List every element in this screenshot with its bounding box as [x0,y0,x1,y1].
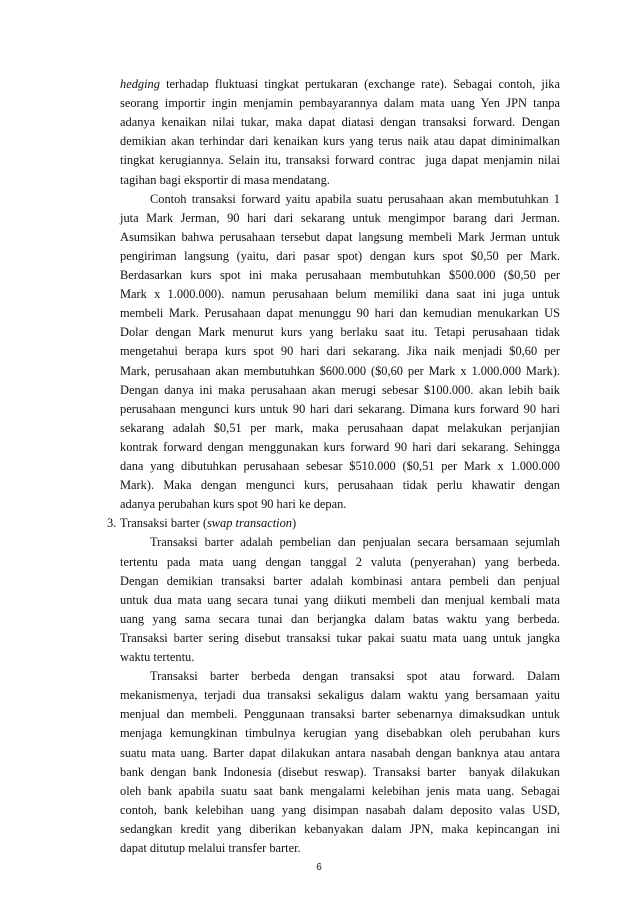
text-line [120,457,560,476]
text-segment: juta Mark Jerman, 90 hari dari sekarang untuk mengimpor barang dari Jerman. [120,210,560,225]
text-segment: Transaksi barter sering disebut transaksi tukar pakai suatu mata uang untuk jangka [120,630,560,645]
text-line [120,419,560,438]
text-line [120,533,560,552]
text-segment: sedangkan kredit yang diberikan kebanyakan dalam JPN, maka kepincangan ini [120,821,560,836]
text-segment: dapat ditutup melalui transfer barter. [120,841,301,855]
text-segment: adanya kenaikan nilai tukar, maka dapat diatasi dengan transaksi forward. Dengan [120,115,560,130]
text-segment: mekanismenya, terjadi dua transaksi sekaligus dalam waktu yang bersamaan yaitu [120,688,560,703]
text-segment: waktu tertentu. [120,650,195,664]
text-line [120,801,560,820]
text-line [120,75,560,94]
text-segment: membeli Mark. Perusahaan dapat menunggu 90 hari dan kemudian menukarkan US [120,306,560,321]
text-line [120,705,560,724]
italic-term: hedging [120,77,160,91]
text-segment: untuk dua mata uang secara tunai yang diikuti membeli dan menjual kembali mata [120,592,560,607]
text-line [120,438,560,457]
text-segment: perusahaan mengunci kurs untuk 90 hari dari sekarang. Dimana kurs forward 90 hari [120,401,560,416]
text-segment: sekarang adalah $0,51 per mark, maka perusahaan dapat melakukan perjanjian [120,420,560,435]
text-segment: Dengan demikian transaksi barter adalah kombinasi antara pembeli dan penjual [120,573,560,588]
list-number: 3. [107,516,117,531]
text-segment: adanya perubahan kurs spot 90 hari ke depan. [120,497,347,512]
text-line [120,553,560,572]
text-segment: contoh, bank kelebihan uang yang disimpan nasabah dalam deposito valas USD, [120,802,560,817]
text-segment: pengiriman langsung (yaitu, dari pasar spot) dengan kurs spot $0,50 per Mark. [120,248,560,263]
text-line [120,342,560,361]
text-line [120,820,560,839]
text-line [120,629,560,648]
text-line [120,648,560,667]
italic-term: swap transaction [206,516,292,531]
text-line [120,495,560,514]
text-segment: tertentu pada mata uang dengan tanggal 2 valuta (penyerahan) yang berbeda. [120,554,560,569]
text-line [120,323,560,342]
text-line [120,400,560,419]
text-line [120,591,560,610]
text-segment: kontrak forward dengan menggunakan kurs forward 90 hari dari sekarang. Sehingga [120,439,560,454]
text-line [120,724,560,743]
text-segment: Dolar dengan Mark menurut kurs yang berlaku saat itu. Tetapi perusahaan tidak [120,325,560,340]
text-segment: Transaksi barter berbeda dengan transaksi spot atau forward. Dalam [150,669,560,684]
text-line [120,572,560,591]
text-segment: uang yang sama secara tunai dan berjangka dalam batas waktu yang berbeda. [120,611,560,626]
text-segment: tagihan bagi eksportir di masa mendatang. [120,172,330,187]
text-line [120,266,560,285]
text-line [120,476,560,495]
text-line [120,763,560,782]
text-line [120,782,560,801]
text-segment: Mark, perusahaan akan membutuhkan $600.000 ($0,60 per Mark x 1.000.000 Mark). [120,363,560,378]
text-line [120,285,560,304]
text-segment: Transaksi barter ( [120,516,207,531]
text-segment: mengetahui berapa kurs spot 90 hari dari sekarang. Jika naik menjadi $0,60 per [120,344,560,359]
text-segment: Berdasarkan kurs spot ini maka perusahaan membutuhkan $500.000 ($0,50 per [120,268,560,282]
text-segment: menjaga kemungkinan timbulnya kerugian yang disebabkan oleh perubahan kurs [120,726,560,741]
text-line [120,190,560,209]
text-segment: terhadap fluktuasi tingkat pertukaran (exchange rate). Sebagai contoh, jika [159,77,560,91]
text-segment: Asumsikan bahwa perusahaan tersebut dapat langsung membeli Mark Jerman untuk [120,229,560,244]
text-line [120,171,560,190]
text-segment: seorang importir ingin menjamin pembayarannya dalam mata uang Yen JPN tanpa [120,96,560,111]
text-line [120,94,560,113]
text-line [120,228,560,247]
text-line [120,132,560,151]
text-line [120,686,560,705]
text-line [120,610,560,629]
text-line [120,209,560,228]
text-line [120,304,560,323]
text-line [120,744,560,763]
text-segment: bank dengan bank Indonesia (disebut reswap). Transaksi barter banyak dilakukan [120,764,560,779]
text-segment: dana yang dibutuhkan perusahaan sebesar $510.000 ($0,51 per Mark x 1.000.000 [120,459,560,473]
text-segment: demikian akan terhindar dari kenaikan kurs yang terus naik atau dapat diminimalkan [120,134,560,149]
text-segment: suatu mata uang. Barter dapat dilakukan antara nasabah dengan banknya atau antara [120,745,560,760]
numbered-heading-line [107,514,560,533]
text-segment: Mark x 1.000.000). namun perusahaan belum memiliki dana saat ini juga untuk [120,287,560,302]
text-segment: Mark). Maka dengan mengunci kurs, perusahaan tidak perlu khawatir dengan [120,478,560,493]
text-segment: Dengan danya ini maka perusahaan akan merugi sebesar $100.000. akan lebih baik [120,382,560,397]
text-line [120,247,560,266]
text-segment: Transaksi barter adalah pembelian dan penjualan secara bersamaan sejumlah [150,535,560,550]
text-line [120,667,560,686]
text-line [120,151,560,170]
text-segment: oleh bank apabila suatu saat bank mengalami kelebihan jenis mata uang. Sebagai [120,783,560,798]
text-segment: ) [291,516,297,531]
text-segment: Contoh transaksi forward yaitu apabila suatu perusahaan akan membutuhkan 1 [150,191,560,206]
text-line [120,113,560,132]
text-segment: menjual dan membeli. Penggunaan transaksi barter sebenarnya dimaksudkan untuk [120,707,560,722]
page-number: 6 [316,862,322,873]
text-line [120,381,560,400]
text-line [120,839,560,858]
text-line [120,362,560,381]
text-segment: tingkat kerugiannya. Selain itu, transaksi forward contrac juga dapat menjamin nilai [120,153,560,168]
